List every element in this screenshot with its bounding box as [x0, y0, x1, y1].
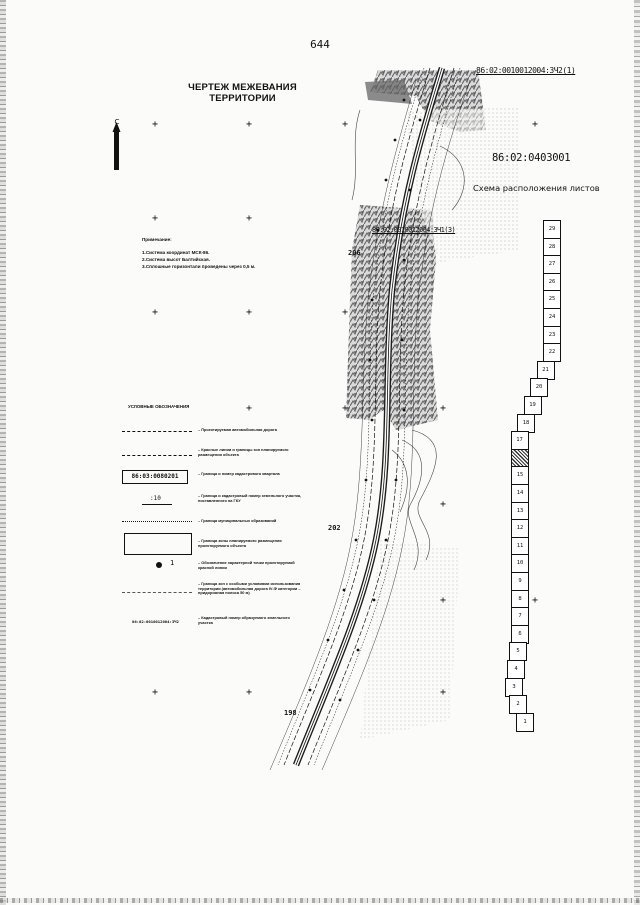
- legend-text: – Граница и номер кадастрового квартала: [198, 471, 280, 476]
- legend-row-placement-zone: [120, 533, 300, 557]
- legend-text: – Граница и кадастровый номер земельного участка, поставленного на ГКУ: [198, 493, 302, 503]
- sheet-box: 13: [511, 502, 529, 521]
- sheet-box: 1: [516, 713, 534, 732]
- grid-cross: +: [245, 687, 253, 698]
- legend-row-special-zone: [120, 582, 300, 608]
- grid-cross: +: [341, 307, 349, 318]
- sheet-box: 23: [543, 326, 561, 345]
- sheet-box: 4: [507, 660, 525, 679]
- sheet-box: 15: [511, 466, 529, 485]
- sheet-box: 3: [505, 678, 523, 697]
- legend-symbol-land-plot-number: :10: [150, 495, 161, 502]
- legend-symbol-point-dot: [156, 562, 162, 568]
- legend-symbol-road: [122, 431, 192, 432]
- page-number: 644: [310, 38, 330, 51]
- km-label-206: 206: [348, 249, 361, 257]
- sheet-box: 9: [511, 572, 529, 591]
- sheet-box: 6: [511, 625, 529, 644]
- grid-cross: +: [151, 307, 159, 318]
- sheet-box: 17: [511, 431, 529, 450]
- sheet-box: 14: [511, 484, 529, 503]
- note-item: 2.Система высот Балтийская.: [142, 257, 210, 262]
- legend-text: – Красные линии и границы зон планируемого размещения объекта: [198, 447, 289, 457]
- legend-symbol-red-lines: [122, 455, 192, 456]
- legend-text: – Проектируемая автомобильная дорога: [198, 427, 277, 432]
- grid-cross: +: [531, 595, 539, 606]
- grid-cross: +: [245, 307, 253, 318]
- grid-cross: +: [439, 499, 447, 510]
- grid-cross: +: [439, 687, 447, 698]
- sheet-box: 2: [509, 695, 527, 714]
- legend-row-new-parcel: [120, 614, 300, 634]
- sheet-box: 12: [511, 519, 529, 538]
- sheet-box: 28: [543, 238, 561, 257]
- grid-cross: +: [245, 213, 253, 224]
- legend-row-cadastral-quarter: [120, 470, 300, 490]
- note-item: 1.Система координат МСК-86.: [142, 250, 210, 255]
- cadastral-quarter-label: 86:02:0403001: [492, 152, 571, 164]
- km-label-198: 198: [284, 709, 297, 717]
- sheet-box: 10: [511, 554, 529, 573]
- legend-row-road: [120, 426, 300, 446]
- legend-symbol-land-plot: [142, 504, 172, 505]
- grid-cross: +: [341, 119, 349, 130]
- legend-row-land-plot: [120, 494, 300, 514]
- grid-cross: +: [341, 403, 349, 414]
- sheet-box: 18: [517, 414, 535, 433]
- sheet-box: 25: [543, 290, 561, 309]
- legend-row-characteristic-point: [120, 560, 300, 580]
- notes-heading: Примечание:: [142, 237, 172, 242]
- legend-title: УСЛОВНЫЕ ОБОЗНАЧЕНИЯ: [128, 404, 190, 409]
- legend-row-red-lines: [120, 448, 300, 468]
- legend-text: – Граница муниципальных образований: [198, 518, 277, 523]
- sheet-box: 20: [530, 378, 548, 397]
- legend-symbol-new-parcel: 86:02:0010012004:3Ч2: [132, 619, 179, 624]
- grid-cross: +: [439, 595, 447, 606]
- sheet-box: 19: [524, 396, 542, 415]
- legend-symbol-placement-zone: [124, 533, 192, 555]
- legend-symbol-municipal-boundary: [122, 521, 192, 522]
- legend-text: – Обозначение характерной точки проектируемой красной линии: [198, 560, 295, 570]
- north-label: С: [114, 118, 120, 126]
- legend-text: – Граница зон с особыми условиями использования территории (автомобильная дорога IV-Ф категории – придорожная полоса 50 м): [198, 581, 301, 596]
- sheet-box: 22: [543, 343, 561, 362]
- grid-cross: +: [439, 403, 447, 414]
- sheet-box: 7: [511, 607, 529, 626]
- km-label-202: 202: [328, 524, 341, 532]
- sheet-box: 24: [543, 308, 561, 327]
- legend-text: – Граница зоны планируемого размещения проектируемого объекта: [198, 538, 282, 548]
- grid-cross: +: [531, 119, 539, 130]
- legend-symbol-point-number: 1: [170, 559, 175, 567]
- sheet-box: 8: [511, 590, 529, 609]
- parcel-label-middle: 86:02:0010012004:3Ч1(3): [372, 226, 456, 234]
- grid-cross: +: [245, 119, 253, 130]
- grid-cross: +: [151, 119, 159, 130]
- sheet-box: [511, 449, 529, 468]
- legend-text: – Кадастровый номер образуемого земельного участка: [198, 615, 290, 625]
- grid-cross: +: [245, 403, 253, 414]
- note-item: 3.Сплошные горизонтали проведены через 0,5 м.: [142, 264, 256, 269]
- sheet-scheme-title: Схема расположения листов: [473, 183, 600, 193]
- legend-symbol-cadastral-quarter: 86:03:0080201: [122, 470, 188, 484]
- sheet-box: 29: [543, 220, 561, 239]
- grid-cross: +: [151, 687, 159, 698]
- sheet-box: 27: [543, 255, 561, 274]
- sheet-box: 11: [511, 537, 529, 556]
- drawing-title: ЧЕРТЕЖ МЕЖЕВАНИЯ ТЕРРИТОРИИ: [188, 82, 297, 104]
- legend-symbol-special-zone: [122, 592, 192, 593]
- parcel-label-top: 86:02:0010012004:3Ч2(1): [476, 66, 576, 75]
- notes-block: [142, 236, 282, 270]
- grid-cross: +: [151, 213, 159, 224]
- sheet-box: 5: [509, 642, 527, 661]
- sheet-box: 26: [543, 273, 561, 292]
- north-arrow-shape: [113, 122, 121, 170]
- sheet-box: 21: [537, 361, 555, 380]
